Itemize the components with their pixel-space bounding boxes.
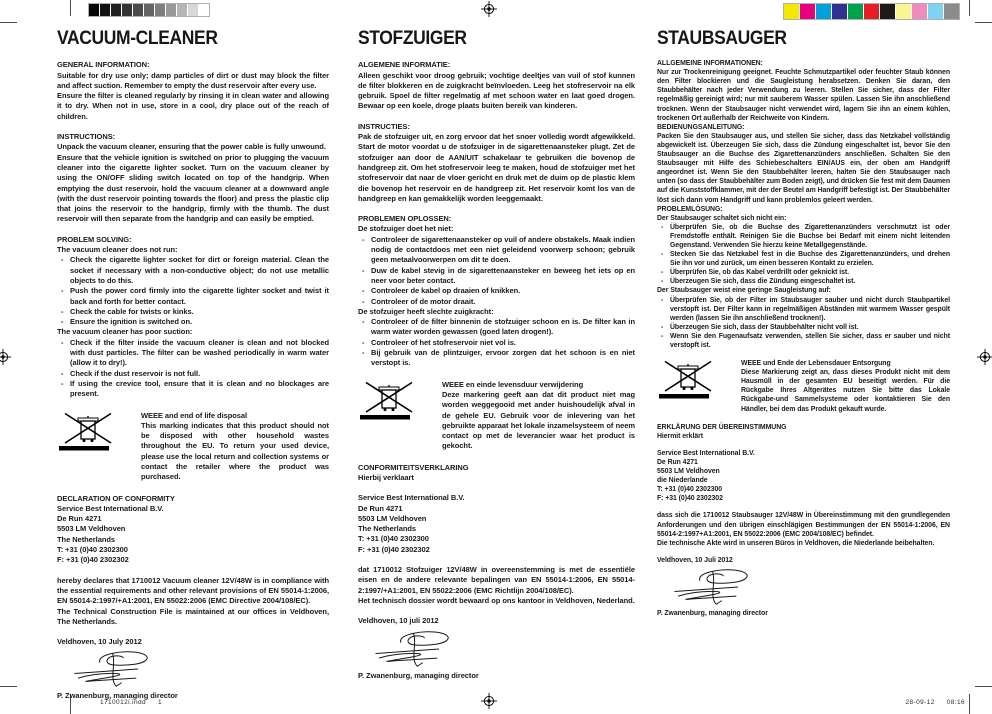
list-item bbox=[358, 297, 635, 307]
paragraph: The vacuum cleaner has poor suction: bbox=[57, 327, 193, 337]
section-heading: ERKLÄRUNG DER ÜBEREINSTIMMUNG bbox=[657, 423, 787, 431]
text-line: Veldhoven, 10 juli 2012 bbox=[358, 616, 439, 626]
list-item-text: Überzeugen Sie sich, dass der Staubbehälter nicht voll ist. bbox=[670, 323, 859, 331]
list-item bbox=[657, 332, 950, 350]
weee-crossed-bin-icon bbox=[358, 380, 442, 452]
footer-page-number: 1 bbox=[158, 699, 163, 706]
section-heading: DECLARATION OF CONFORMITY bbox=[57, 493, 175, 503]
list-item bbox=[57, 369, 329, 379]
address-line: 5503 LM Veldhoven bbox=[57, 524, 126, 534]
list-item bbox=[358, 348, 635, 369]
address-line: De Run 4271 bbox=[657, 458, 698, 466]
footer-document-slug bbox=[100, 699, 162, 706]
color-swatch bbox=[800, 4, 815, 19]
weee-text bbox=[442, 380, 635, 452]
column-title-de: STAUBSAUGER bbox=[657, 28, 787, 49]
registration-mark-left bbox=[0, 349, 11, 365]
paragraph: Alleen geschikt voor droog gebruik; vochtige deeltjes van vuil of stof kunnen de filter blokkeren en de zuigkracht beïnvloeden. Leeg het stofreservoir na elk gebruik. Spoel de filter regelmatig af met schoon water en laat goed drogen. Bewaar op een koele, droge plaats buiten bereik van kinderen. bbox=[358, 70, 635, 111]
section-gap bbox=[57, 400, 329, 410]
list-item-text: Controleer of de motor draait. bbox=[371, 296, 476, 306]
paragraph: The Technical Construction File is maintained at our offices in Veldhoven, The Netherlands. bbox=[57, 606, 329, 626]
grayscale-swatch bbox=[188, 4, 198, 16]
footer-filename: 1710012i.indd bbox=[100, 699, 147, 706]
grayscale-swatch bbox=[133, 4, 143, 16]
section-gap bbox=[358, 453, 635, 463]
list-item bbox=[657, 277, 950, 286]
text-line: Hiermit erklärt bbox=[657, 432, 703, 440]
color-swatch bbox=[832, 4, 847, 19]
color-swatch bbox=[864, 4, 879, 19]
list-item-text: Check the cigarette lighter socket for dirt or foreign material. Clean the socket if necessary with a non-conductive object; do not use metallic objects to do this. bbox=[70, 255, 329, 285]
list-item-text: Überprüfen Sie, ob das Kabel verdrillt oder geknickt ist. bbox=[670, 269, 850, 277]
address-block bbox=[57, 504, 329, 566]
list-dash: - bbox=[61, 306, 64, 316]
list-item-text: Check the cable for twists or kinks. bbox=[70, 306, 194, 316]
list-dash: - bbox=[661, 251, 664, 259]
list-dash: - bbox=[61, 368, 64, 378]
list-item bbox=[358, 338, 635, 348]
bullet-list bbox=[657, 296, 950, 351]
section-gap bbox=[358, 369, 635, 379]
weee-body: Deze markering geeft aan dat dit product niet mag worden weggegooid met ander huishoudelijk afval in de gehele EU. Gebruik voor de inlevering van het gebruikte apparaat het lokale inzamelsysteem of neem contact op met de leverancier waar het product is gekocht. bbox=[442, 389, 635, 451]
weee-notice bbox=[657, 359, 950, 414]
bullet-list bbox=[657, 223, 950, 287]
signature-scribble bbox=[69, 648, 329, 690]
section-gap bbox=[57, 566, 329, 576]
paragraph: The vacuum cleaner does not run: bbox=[57, 245, 178, 255]
signature-scribble bbox=[669, 566, 950, 608]
section-gap bbox=[657, 415, 950, 423]
list-dash: - bbox=[661, 296, 664, 304]
section-gap bbox=[57, 225, 329, 235]
section-gap bbox=[57, 122, 329, 132]
list-item-text: Check if the dust reservoir is not full. bbox=[70, 368, 201, 378]
section-heading: ALLGEMEINE INFORMATIONEN: bbox=[657, 60, 763, 68]
list-item-text: Controleer of de filter binnenin de stofzuiger schoon en is. De filter kan in warm water worden gewassen (goed laten drogen!). bbox=[371, 317, 635, 337]
section-heading: BEDIENUNGSANLEITUNG: bbox=[657, 123, 745, 131]
address-line: F: +31 (0)40 2302302 bbox=[358, 544, 430, 554]
paragraph: Het technisch dossier wordt bewaard op ons kantoor in Veldhoven, Nederland. bbox=[358, 595, 635, 605]
section-heading: ALGEMENE INFORMATIE: bbox=[358, 60, 451, 70]
weee-text bbox=[741, 359, 950, 414]
bullet-list bbox=[358, 235, 635, 307]
paragraph: Nur zur Trockenreinigung geeignet. Feuchte Schmutzpartikel oder feuchter Staub können den Filter blockieren und die Saugleistung herabsetzen. Denken Sie daran, den Staubbehälter nach jeder Verwendung zu leeren. Stellen Sie sicher, dass der Filter regelmäßig gereinigt wird; nur mit sauberem Wasser spülen. Lassen Sie ihn anschließend trocknen. Wenn der Staubsauger nicht verwendet wird, lagern Sie ihn an einem kühlen, trockenen Ort außerhalb der Reichweite von Kindern. bbox=[657, 69, 950, 122]
address-line: De Run 4271 bbox=[57, 514, 102, 524]
address-line: T: +31 (0)40 2302300 bbox=[358, 534, 429, 544]
list-item-text: Überprüfen Sie, ob die Buchse des Zigarettenanzünders verschmutzt ist oder Fremdstoffe enthält. Reinigen Sie die Buchse bei Bedarf mit einem nicht leitenden Gegenstand. Verwenden Sie hierzu keine Metallgegenstände. bbox=[670, 223, 950, 249]
list-item-text: Controleer of het stofreservoir niet vol is. bbox=[371, 337, 516, 347]
paragraph: Der Staubsauger weist eine geringe Saugleistung auf: bbox=[657, 287, 831, 295]
weee-crossed-bin-icon bbox=[657, 359, 741, 414]
grayscale-swatch bbox=[177, 4, 187, 16]
text-line: P. Zwanenburg, managing director bbox=[57, 691, 178, 701]
list-item bbox=[57, 338, 329, 369]
section-heading: PROBLEMEN OPLOSSEN: bbox=[358, 214, 452, 224]
text-line: Veldhoven, 10 July 2012 bbox=[57, 637, 142, 647]
text-line: Veldhoven, 10 Juli 2012 bbox=[657, 556, 733, 564]
column-de bbox=[657, 28, 950, 618]
color-swatch bbox=[816, 4, 831, 19]
grayscale-swatch bbox=[199, 4, 209, 16]
list-item bbox=[57, 317, 329, 327]
list-item-text: Stecken Sie das Netzkabel fest in die Buchse des Zigarettenanzünders, und drehen Sie ihn vor und zurück, um einen besseren Kontakt zu erzielen. bbox=[670, 251, 950, 268]
address-block bbox=[657, 449, 950, 504]
address-block bbox=[358, 493, 635, 555]
text-line: P. Zwanenburg, managing director bbox=[358, 670, 479, 680]
grayscale-swatch bbox=[89, 4, 99, 16]
paragraph: Der Staubsauger schaltet sich nicht ein: bbox=[657, 214, 787, 222]
section-gap bbox=[358, 483, 635, 493]
grayscale-swatch bbox=[100, 4, 110, 16]
list-item bbox=[57, 379, 329, 400]
color-swatch bbox=[928, 4, 943, 19]
section-heading: INSTRUCTIONS: bbox=[57, 132, 116, 142]
color-swatch bbox=[912, 4, 927, 19]
list-item-text: Ensure the ignition is switched on. bbox=[70, 317, 193, 327]
list-item-text: Controleer de sigarettenaansteker op vuil of andere obstakels. Maak indien nodig de contactdoos met een niet geleidend voorwerp schoon; gebruik geen metaalvoorwerpen om dit te doen. bbox=[371, 234, 635, 265]
section-heading: PROBLEMLÖSUNG: bbox=[657, 205, 723, 213]
list-item-text: Überzeugen Sie sich, dass die Zündung eingeschaltet ist. bbox=[670, 278, 856, 286]
column-nl bbox=[358, 28, 635, 681]
list-item-text: Bij gebruik van de plintzuiger, ervoor zorgen dat het schoon is en niet verstopt is. bbox=[371, 348, 635, 368]
section-gap bbox=[657, 548, 950, 556]
list-dash: - bbox=[362, 286, 365, 296]
address-line: F: +31 (0)40 2302302 bbox=[657, 495, 723, 503]
weee-title: WEEE and end of life disposal bbox=[141, 410, 248, 420]
color-swatch bbox=[896, 4, 911, 19]
grayscale-swatch bbox=[144, 4, 154, 16]
paragraph: De stofzuiger heeft slechte zuigkracht: bbox=[358, 306, 494, 316]
list-dash: - bbox=[362, 296, 365, 306]
list-dash: - bbox=[362, 317, 365, 327]
list-dash: - bbox=[661, 323, 664, 331]
section-gap bbox=[657, 441, 950, 449]
signature-scribble bbox=[370, 628, 635, 670]
list-dash: - bbox=[362, 265, 365, 275]
column-title-en: VACUUM-CLEANER bbox=[57, 28, 218, 49]
weee-title: WEEE en einde levensduur verwijdering bbox=[442, 379, 584, 389]
weee-crossed-bin-icon bbox=[57, 411, 141, 483]
section-gap bbox=[358, 112, 635, 122]
grayscale-calibration-bar bbox=[88, 3, 210, 17]
list-dash: - bbox=[61, 378, 64, 388]
bullet-list bbox=[57, 255, 329, 327]
list-item-text: Duw de kabel stevig in de sigarettenaansteker en beweeg het iets op en neer voor beter contact. bbox=[371, 265, 635, 285]
address-line: 5503 LM Veldhoven bbox=[358, 513, 427, 523]
section-gap bbox=[358, 204, 635, 214]
paragraph: Unpack the vacuum cleaner, ensuring that the power cable is fully unwound. bbox=[57, 142, 326, 152]
list-item bbox=[358, 266, 635, 287]
weee-notice bbox=[57, 411, 329, 483]
color-swatch bbox=[848, 4, 863, 19]
registration-mark-right bbox=[977, 349, 992, 365]
grayscale-swatch bbox=[111, 4, 121, 16]
address-line: The Netherlands bbox=[57, 534, 116, 544]
crop-mark-bottom-left-horizontal bbox=[0, 686, 17, 687]
list-item bbox=[57, 286, 329, 307]
list-item bbox=[57, 255, 329, 286]
crop-mark-top-right-vertical bbox=[969, 0, 970, 16]
column-title-nl: STOFZUIGER bbox=[358, 28, 467, 49]
list-dash: - bbox=[61, 317, 64, 327]
list-dash: - bbox=[61, 337, 64, 347]
registration-mark-top bbox=[481, 1, 497, 17]
grayscale-swatch bbox=[166, 4, 176, 16]
section-heading: CONFORMITEITSVERKLARING bbox=[358, 462, 469, 472]
paragraph: Ensure that the vehicle ignition is switched on prior to plugging the vacuum cleaner into the cigarette lighter socket. Turn on the vacuum cleaner by using the ON/OFF sliding switch located on top of the handgrip. When emptying the dust reservoir, hold the vacuum cleaner at a downward angle (with the dust reservoir pointing towards the floor) and press the plastic clip that joins the reservoir to the handgrip, firmly with the thumb. The dust reservoir will then separate from the handgrip and can easily be emptied. bbox=[57, 152, 329, 224]
section-heading: GENERAL INFORMATION: bbox=[57, 60, 150, 70]
section-gap bbox=[57, 627, 329, 637]
paragraph: Pak de stofzuiger uit, en zorg ervoor dat het snoer volledig wordt afgewikkeld. Start de motor voordat u de stofzuiger in de sigarettenaansteker plugt. Zet de stofzuiger aan door de AAN/UIT schakelaar te gebruiken die bovenop de handgreep zit. Om het stofreservoir leeg te maken, houd de stofzuiger met het stofreservoir dat naar de vloer gericht en druk met de duim op de plastic klem die bovenop het reservoir en de handgreep zit. Het reservoir komt los van de handgreep en kan gemakkelijk worden leeggemaakt. bbox=[358, 132, 635, 203]
list-item bbox=[358, 317, 635, 338]
list-dash: - bbox=[362, 337, 365, 347]
list-dash: - bbox=[362, 348, 365, 358]
section-gap bbox=[657, 350, 950, 358]
paragraph: dat 1710012 Stofzuiger 12V/48W in overeenstemming is met de essentiële eisen en de andere relevante bepalingen van EN 55014-1:2006, EN 55014-2:1997/+A1:2001, EN 55022:2006 (EMC Richtlijn 2004/108/EC). bbox=[358, 565, 635, 595]
list-item bbox=[57, 307, 329, 317]
crop-mark-top-left-vertical bbox=[70, 0, 71, 16]
section-gap bbox=[358, 606, 635, 616]
text-line: Hierbij verklaart bbox=[358, 472, 414, 482]
paragraph: Packen Sie den Staubsauger aus, und stellen Sie sicher, dass das Netzkabel vollständig abgewickelt ist. Überzeugen Sie sich, dass die Zündung eingeschaltet ist, bevor Sie den Staubsauger an die Buchse des Zigarettenanzünders anschließen. Schalten Sie den Staubsauger mit Hilfe des Schiebeschalters EIN/AUS ein, der oben am Handgriff angeordnet ist. Wenn Sie den Staubbehälter leeren, halten Sie den Staubsauger nach unten (so dass der Staubbehälter zum Boden zeigt), und drücken Sie fest mit dem Daumen auf die Kunststoffklammer, mit der der Beutel am Handgriff befestigt ist. Der Staubbehälter löst sich dann vom Handgriff und kann problemlos geleert werden. bbox=[657, 132, 950, 204]
list-dash: - bbox=[61, 255, 64, 265]
color-swatch bbox=[784, 4, 799, 19]
address-line: The Netherlands bbox=[358, 524, 417, 534]
list-item bbox=[358, 235, 635, 266]
address-line: T: +31 (0)40 2302300 bbox=[657, 486, 723, 494]
crop-mark-top-left-horizontal bbox=[0, 22, 17, 23]
section-gap bbox=[57, 484, 329, 494]
color-swatch bbox=[944, 4, 959, 19]
crop-mark-bottom-right-horizontal bbox=[975, 686, 992, 687]
weee-text bbox=[141, 411, 329, 483]
address-line: Service Best International B.V. bbox=[358, 493, 465, 503]
weee-notice bbox=[358, 380, 635, 452]
address-line: De Run 4271 bbox=[358, 503, 403, 513]
text-line: P. Zwanenburg, managing director bbox=[657, 609, 768, 617]
address-line: Service Best International B.V. bbox=[57, 503, 164, 513]
list-item bbox=[657, 323, 950, 332]
address-line: 5503 LM Veldhoven bbox=[657, 468, 720, 476]
list-item bbox=[657, 268, 950, 277]
paragraph: dass sich die 1710012 Staubsauger 12V/48W in Übereinstimmung mit den grundlegenden Anforderungen und den übrigen einschlägigen Bestimmungen der EN 55014-1:2006, EN 55014-2:1997+A1:2001, EN 55022:2006 (EMC 2004/108/EC) befindet. bbox=[657, 512, 950, 538]
paragraph: Suitable for dry use only; damp particles of dirt or dust may block the filter and affect suction. Remember to empty the dust reservoir after every use. bbox=[57, 70, 329, 90]
paragraph: De stofzuiger doet het niet: bbox=[358, 224, 454, 234]
paragraph: Die technische Akte wird in unseren Büros in Veldhoven, die Niederlande beibehalten. bbox=[657, 539, 935, 547]
list-dash: - bbox=[661, 223, 664, 231]
list-item bbox=[657, 223, 950, 250]
footer-time: 08:16 bbox=[946, 699, 965, 706]
list-dash: - bbox=[661, 269, 664, 277]
footer-timestamp bbox=[855, 699, 965, 706]
section-heading: PROBLEM SOLVING: bbox=[57, 234, 132, 244]
list-dash: - bbox=[362, 234, 365, 244]
list-item-text: If using the crevice tool, ensure that it is clean and no blockages are present. bbox=[70, 378, 329, 399]
weee-body: Diese Markierung zeigt an, dass dieses Produkt nicht mit dem Hausmüll in der gesamten EU beseitigt werden. Für die Rückgabe Ihres Altgerätes nutzen Sie bitte das Lokale Rückgabe-und Sammelsysteme oder kontaktieren Sie den Händler, bei dem das Produkt gekauft wurde. bbox=[741, 369, 950, 413]
paragraph: hereby declares that 1710012 Vacuum cleaner 12V/48W is in compliance with the essential requirements and other relevant provisions of EN 55014-1:2006, EN 55014-2:1997/+A1:2001, EN 55022:2006 (EMC Directive 2004/108/EC). bbox=[57, 575, 329, 606]
section-heading: INSTRUCTIES: bbox=[358, 121, 410, 131]
address-line: T: +31 (0)40 2302300 bbox=[57, 545, 128, 555]
list-dash: - bbox=[61, 286, 64, 296]
section-gap bbox=[358, 555, 635, 565]
list-item-text: Wenn Sie den Fugenaufsatz verwenden, stellen Sie sicher, dass er sauber und nicht verstopft ist. bbox=[670, 332, 950, 349]
list-item-text: Check if the filter inside the vacuum cleaner is clean and not blocked with dust particles. The filter can be washed periodically in warm water (allow it to dry!). bbox=[70, 337, 329, 368]
list-dash: - bbox=[661, 332, 664, 340]
list-item bbox=[657, 250, 950, 268]
color-calibration-bar bbox=[783, 3, 960, 20]
list-dash: - bbox=[661, 278, 664, 286]
address-line: Service Best International B.V. bbox=[657, 449, 755, 457]
list-item bbox=[657, 296, 950, 323]
grayscale-swatch bbox=[155, 4, 165, 16]
list-item-text: Überprüfen Sie, ob der Filter im Staubsauger sauber und nicht durch Staubpartikel verstopft ist. Der Filter kann in regelmäßigen Abständen mit warmem Wasser gespült werden (lassen Sie ihn anschließend trocknen!). bbox=[670, 296, 950, 322]
weee-body: This marking indicates that this product should not be disposed with other household wastes throughout the EU. To return your used device, please use the local return and collection systems or contact the retailer where the product was purchased. bbox=[141, 420, 329, 482]
list-item-text: Push the power cord firmly into the cigarette lighter socket and twist it back and forth for better contact. bbox=[70, 286, 329, 306]
crop-mark-bottom-right-vertical bbox=[969, 694, 970, 714]
address-line: F: +31 (0)40 2302302 bbox=[57, 555, 129, 565]
bullet-list bbox=[358, 317, 635, 368]
list-item-text: Controleer de kabel op draaien of knikken. bbox=[371, 286, 521, 296]
bullet-list bbox=[57, 338, 329, 400]
section-gap bbox=[657, 503, 950, 511]
paragraph: Ensure the filter is cleaned regularly by rinsing it in clean water and allowing it to dry. When not in use, store in a cool, dry place out of the reach of children. bbox=[57, 91, 329, 121]
crop-mark-top-right-horizontal bbox=[975, 22, 992, 23]
weee-title: WEEE und Ende der Lebensdauer Entsorgung bbox=[741, 360, 891, 368]
address-line: die Niederlande bbox=[657, 477, 708, 485]
registration-mark-bottom bbox=[481, 693, 497, 709]
color-swatch bbox=[880, 4, 895, 19]
grayscale-swatch bbox=[122, 4, 132, 16]
list-item bbox=[358, 286, 635, 296]
footer-date: 28-09-12 bbox=[905, 699, 935, 706]
column-en bbox=[57, 28, 329, 702]
